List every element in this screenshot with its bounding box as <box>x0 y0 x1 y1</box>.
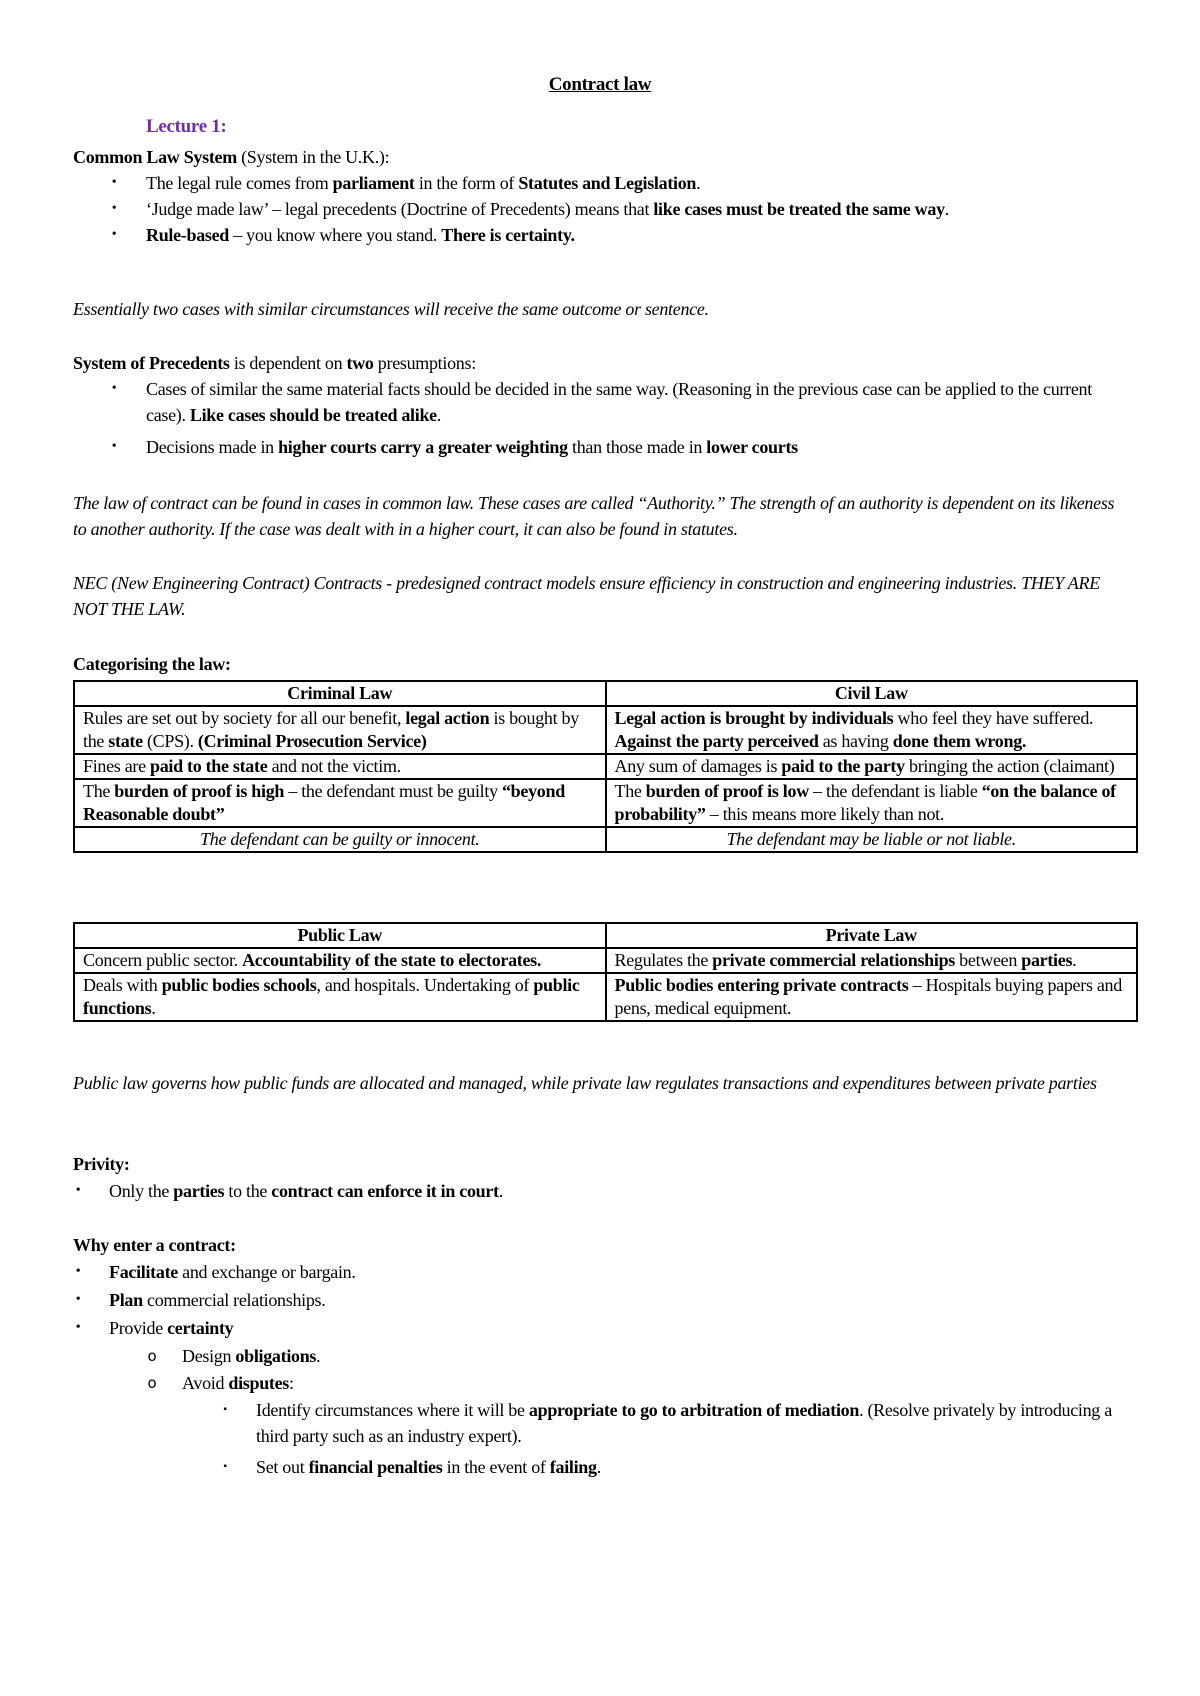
text-run: Decisions made in <box>146 437 279 457</box>
bold-text: Like cases should be treated alike <box>189 405 437 425</box>
bold-text: Legal action is brought by individuals <box>614 708 894 728</box>
text-run: . <box>436 405 442 425</box>
list-item-text <box>109 1287 325 1313</box>
text-run: and not the victim. <box>267 756 401 776</box>
header-criminal-law: Criminal Law <box>74 681 606 706</box>
list-item <box>0 222 1200 248</box>
text-run: – the defendant is liable <box>808 781 982 801</box>
categorising-heading: Categorising the law: <box>73 654 231 674</box>
bold-text: appropriate to go to arbitration of mediation <box>528 1400 860 1420</box>
list-item-text <box>146 376 1106 428</box>
table-row <box>74 706 1137 754</box>
list-item-text <box>146 196 949 222</box>
text-run: (CPS). <box>142 731 198 751</box>
list-item <box>0 1287 1200 1313</box>
text-run: Any sum of damages is <box>614 756 782 776</box>
bold-text: burden of proof is high <box>114 781 285 801</box>
bold-text: parliament <box>332 173 415 193</box>
square-bullet-icon: ▪ <box>223 1404 227 1415</box>
text-run: in the event of <box>442 1457 550 1477</box>
bold-text: burden of proof is low <box>645 781 809 801</box>
table-header-row <box>74 923 1137 948</box>
text-run: Concern public sector. <box>83 950 243 970</box>
list-item-text <box>109 1178 503 1204</box>
text-run: , and hospitals. Undertaking of <box>316 975 534 995</box>
list-item-text <box>182 1343 320 1369</box>
table-row <box>74 973 1137 1021</box>
table-cell <box>606 779 1138 827</box>
text-run: . <box>151 998 156 1018</box>
text-run: The <box>614 781 646 801</box>
bold-text: “beyond Reasonable doubt” <box>83 781 565 824</box>
text-run: : <box>289 1373 294 1393</box>
list-item-text <box>256 1454 601 1480</box>
bold-text: done them wrong. <box>892 731 1027 751</box>
list-item <box>0 1397 1200 1449</box>
text-run: – this means more likely than not. <box>705 804 945 824</box>
bullet-icon: • <box>111 381 117 396</box>
text-run: commercial relationships. <box>142 1290 326 1310</box>
nec-note: NEC (New Engineering Contract) Contracts - predesigned contract models ensure efficiency in construction and engineering industries. THEY ARE NOT THE LAW. <box>73 573 1100 619</box>
list-item-text <box>146 434 798 460</box>
public-private-table <box>73 922 1138 1022</box>
public-law-note: Public law governs how public funds are allocated and managed, while private law regulates transactions and expenditures between private parties <box>73 1073 1097 1093</box>
text-run: Avoid <box>182 1373 229 1393</box>
why-heading: Why enter a contract: <box>73 1235 236 1255</box>
privity-heading: Privity: <box>73 1154 130 1174</box>
text-run: bringing the action (claimant) <box>904 756 1115 776</box>
bold-text: certainty <box>167 1318 234 1338</box>
text-run: – you know where you stand. <box>229 225 442 245</box>
text-run: . <box>696 173 701 193</box>
text-run: Regulates the <box>614 950 713 970</box>
table-cell <box>74 706 606 754</box>
bold-text: legal action <box>405 708 490 728</box>
bold-text: (Criminal Prosecution Service) <box>197 731 427 751</box>
text-run: Fines are <box>83 756 150 776</box>
list-item <box>0 1259 1200 1285</box>
list-item <box>0 170 1200 196</box>
text-run: – the defendant must be guilty <box>284 781 502 801</box>
header-public-law: Public Law <box>74 923 606 948</box>
table-cell <box>606 754 1138 779</box>
bold-text: Rule-based <box>146 225 230 245</box>
text-run: who feel they have suffered. <box>893 708 1094 728</box>
list-item-text <box>109 1315 233 1341</box>
bold-text: There is certainty. <box>441 225 575 245</box>
bold-text: disputes <box>228 1373 290 1393</box>
text-run: The legal rule comes from <box>146 173 333 193</box>
common-law-heading: Common Law System (System in the U.K.): <box>73 147 390 167</box>
bold-text: private commercial relationships <box>712 950 955 970</box>
circle-bullet-icon: o <box>147 1347 157 1365</box>
bold-text: Against the party perceived <box>614 731 819 751</box>
text-run: Rules are set out by society for all our benefit, <box>83 708 406 728</box>
bold-text: state <box>108 731 143 751</box>
text-run: . <box>316 1346 321 1366</box>
bold-text: like cases must be treated the same way <box>653 199 945 219</box>
text-run: Only the <box>109 1181 174 1201</box>
text-run: . <box>498 1181 503 1201</box>
header-civil-law: Civil Law <box>606 681 1138 706</box>
text-run: in the form of <box>414 173 519 193</box>
table-cell <box>74 973 606 1021</box>
header-private-law: Private Law <box>606 923 1138 948</box>
bullet-icon: • <box>75 1292 81 1307</box>
table-cell <box>606 706 1138 754</box>
circle-bullet-icon: o <box>147 1374 157 1392</box>
bold-text: higher courts carry a greater weighting <box>278 437 568 457</box>
document-title: Contract law <box>548 74 652 95</box>
bold-text: failing <box>549 1457 597 1477</box>
criminal-civil-table <box>73 680 1138 853</box>
lecture-heading: Lecture 1: <box>146 116 227 137</box>
text-run: Set out <box>256 1457 309 1477</box>
list-item-text <box>256 1397 1136 1449</box>
text-run: ‘Judge made law’ – legal precedents (Doctrine of Precedents) means that <box>146 199 654 219</box>
bold-text: obligations <box>235 1346 317 1366</box>
bullet-icon: • <box>111 175 117 190</box>
list-item <box>0 1370 1200 1396</box>
bold-text: Facilitate <box>109 1262 178 1282</box>
bold-text: Plan <box>109 1290 143 1310</box>
table-cell <box>74 754 606 779</box>
essentially-note: Essentially two cases with similar circumstances will receive the same outcome or sentence. <box>73 299 709 319</box>
precedents-heading: System of Precedents is dependent on two presumptions: <box>73 353 476 373</box>
bullet-icon: • <box>111 439 117 454</box>
list-item-text <box>146 222 575 248</box>
table-cell <box>74 948 606 973</box>
bold-text: paid to the state <box>149 756 268 776</box>
text-run: . <box>596 1457 601 1477</box>
list-item-text <box>109 1259 356 1285</box>
text-run: to the <box>224 1181 272 1201</box>
text-run: as having <box>818 731 893 751</box>
list-item-text <box>182 1370 294 1396</box>
text-run: and exchange or bargain. <box>177 1262 356 1282</box>
text-run: Cases of similar the same material facts should be decided in the same way. (Reasoning in the previous case can be applied to the current case). <box>146 379 1092 425</box>
list-item <box>0 1315 1200 1341</box>
bold-text: parties <box>1021 950 1073 970</box>
text-run: between <box>954 950 1022 970</box>
table-cell <box>606 973 1138 1021</box>
list-item <box>0 1343 1200 1369</box>
bold-text: parties <box>173 1181 225 1201</box>
law-of-contract-note: The law of contract can be found in cases in common law. These cases are called “Authority.” The strength of an authority is dependent on its likeness to another authority. If the case was dealt with in a higher court, it can also be found in statutes. <box>73 493 1115 539</box>
bullet-icon: • <box>75 1320 81 1335</box>
bold-text: public bodies schools <box>161 975 317 995</box>
table-cell: The defendant may be liable or not liable. <box>606 827 1138 852</box>
list-item <box>0 196 1200 222</box>
table-row <box>74 754 1137 779</box>
bullet-icon: • <box>75 1183 81 1198</box>
list-item <box>0 376 1200 428</box>
table-footer-row <box>74 827 1137 852</box>
table-cell: The defendant can be guilty or innocent. <box>74 827 606 852</box>
text-run: Identify circumstances where it will be <box>256 1400 529 1420</box>
table-row <box>74 779 1137 827</box>
bold-text: Public bodies entering private contracts <box>614 975 909 995</box>
table-header-row <box>74 681 1137 706</box>
bold-text: Accountability of the state to electorates. <box>242 950 542 970</box>
bullet-icon: • <box>75 1264 81 1279</box>
text-run: than those made in <box>567 437 707 457</box>
text-run: Design <box>182 1346 236 1366</box>
list-item <box>0 1454 1200 1480</box>
bullet-icon: • <box>111 201 117 216</box>
text-run: . (Resolve privately by introducing a third party such as an industry expert). <box>256 1400 1112 1446</box>
list-item <box>0 434 1200 460</box>
text-run: Provide <box>109 1318 168 1338</box>
bold-text: public functions <box>83 975 580 1018</box>
bold-text: lower courts <box>706 437 798 457</box>
table-cell <box>606 948 1138 973</box>
text-run: . <box>944 199 949 219</box>
text-run: is bought by the <box>83 708 579 751</box>
table-row <box>74 948 1137 973</box>
text-run: Deals with <box>83 975 162 995</box>
table-cell <box>74 779 606 827</box>
bold-text: financial penalties <box>308 1457 443 1477</box>
bold-text: contract can enforce it in court <box>271 1181 499 1201</box>
bullet-icon: • <box>111 227 117 242</box>
list-item <box>0 1178 1200 1204</box>
bold-text: paid to the party <box>781 756 905 776</box>
text-run: – Hospitals buying papers and pens, medical equipment. <box>614 975 1122 1018</box>
square-bullet-icon: ▪ <box>223 1461 227 1472</box>
text-run: The <box>83 781 115 801</box>
text-run: . <box>1072 950 1077 970</box>
bold-text: “on the balance of probability” <box>614 781 1116 824</box>
bold-text: Statutes and Legislation <box>518 173 697 193</box>
list-item-text <box>146 170 700 196</box>
